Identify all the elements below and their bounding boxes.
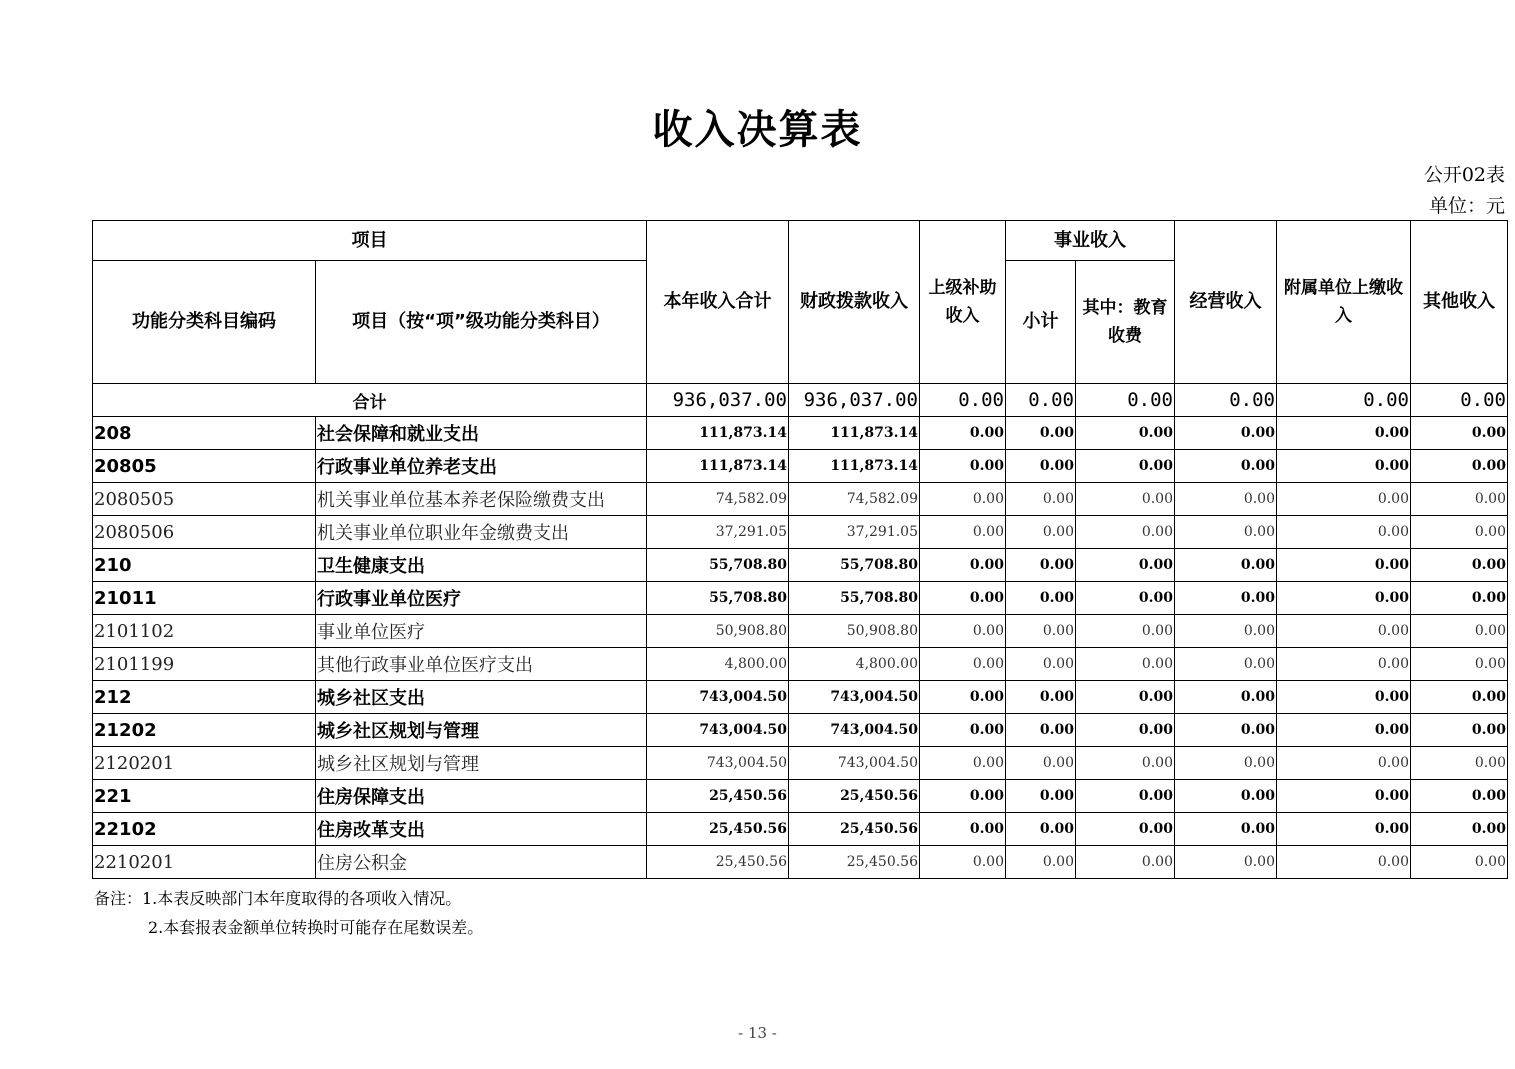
row-value: 0.00 [1411, 846, 1508, 879]
row-value: 0.00 [1277, 714, 1411, 747]
row-value: 0.00 [1006, 714, 1076, 747]
row-value: 0.00 [1411, 615, 1508, 648]
row-value: 25,450.56 [789, 846, 920, 879]
row-value: 25,450.56 [647, 780, 789, 813]
row-value: 25,450.56 [789, 780, 920, 813]
row-value: 0.00 [1277, 450, 1411, 483]
header-fiscal: 财政拨款收入 [789, 221, 920, 384]
header-superior-subsidy: 上级补助收入 [920, 221, 1006, 384]
row-value: 0.00 [1006, 648, 1076, 681]
row-value: 0.00 [920, 450, 1006, 483]
row-value: 0.00 [1076, 582, 1175, 615]
row-value: 743,004.50 [647, 714, 789, 747]
row-code: 21011 [93, 582, 316, 615]
table-row [93, 483, 1508, 516]
row-value: 0.00 [920, 780, 1006, 813]
page-title: 收入决算表 [652, 107, 863, 153]
row-value: 0.00 [1006, 582, 1076, 615]
total-value: 936,037.00 [647, 384, 789, 417]
row-value: 0.00 [1277, 780, 1411, 813]
row-value: 37,291.05 [789, 516, 920, 549]
notes [94, 884, 483, 942]
row-value: 0.00 [1175, 813, 1277, 846]
row-value: 55,708.80 [647, 582, 789, 615]
row-value: 0.00 [1006, 615, 1076, 648]
total-value: 0.00 [920, 384, 1006, 417]
row-value: 0.00 [1175, 714, 1277, 747]
row-value: 0.00 [920, 648, 1006, 681]
row-value: 0.00 [1006, 780, 1076, 813]
row-code: 2210201 [93, 846, 316, 879]
row-value: 743,004.50 [789, 681, 920, 714]
row-value: 0.00 [1006, 747, 1076, 780]
table-row [93, 747, 1508, 780]
row-value: 0.00 [1076, 846, 1175, 879]
row-code: 2120201 [93, 747, 316, 780]
row-value: 111,873.14 [789, 450, 920, 483]
total-value: 0.00 [1277, 384, 1411, 417]
total-value: 0.00 [1175, 384, 1277, 417]
row-value: 55,708.80 [789, 582, 920, 615]
header-affiliated: 附属单位上缴收入 [1277, 221, 1411, 384]
row-value: 0.00 [1175, 648, 1277, 681]
row-value: 0.00 [1175, 516, 1277, 549]
table-row [93, 450, 1508, 483]
row-value: 0.00 [1411, 417, 1508, 450]
row-name: 卫生健康支出 [316, 549, 647, 582]
row-value: 0.00 [1076, 450, 1175, 483]
row-value: 0.00 [1277, 747, 1411, 780]
row-name: 机关事业单位职业年金缴费支出 [316, 516, 647, 549]
header-business-income: 事业收入 [1006, 221, 1175, 261]
row-value: 0.00 [920, 714, 1006, 747]
row-value: 74,582.09 [789, 483, 920, 516]
header-subtotal: 小计 [1006, 261, 1076, 384]
row-value: 0.00 [1277, 582, 1411, 615]
row-value: 0.00 [1411, 450, 1508, 483]
row-code: 208 [93, 417, 316, 450]
row-value: 25,450.56 [647, 813, 789, 846]
row-value: 0.00 [920, 483, 1006, 516]
row-value: 111,873.14 [647, 450, 789, 483]
header-code: 功能分类科目编码 [93, 261, 316, 384]
row-code: 210 [93, 549, 316, 582]
row-value: 0.00 [920, 417, 1006, 450]
row-name: 社会保障和就业支出 [316, 417, 647, 450]
row-code: 22102 [93, 813, 316, 846]
total-value: 0.00 [1076, 384, 1175, 417]
row-value: 0.00 [1277, 648, 1411, 681]
row-code: 2101102 [93, 615, 316, 648]
row-value: 25,450.56 [789, 813, 920, 846]
row-code: 2101199 [93, 648, 316, 681]
row-value: 0.00 [1175, 549, 1277, 582]
row-value: 0.00 [1076, 813, 1175, 846]
row-code: 212 [93, 681, 316, 714]
row-value: 50,908.80 [647, 615, 789, 648]
row-value: 0.00 [1411, 549, 1508, 582]
row-value: 0.00 [920, 615, 1006, 648]
row-value: 0.00 [1076, 714, 1175, 747]
row-value: 0.00 [920, 582, 1006, 615]
row-value: 0.00 [1006, 813, 1076, 846]
row-value: 0.00 [1006, 681, 1076, 714]
total-value: 0.00 [1006, 384, 1076, 417]
row-value: 0.00 [1277, 549, 1411, 582]
table-row [93, 648, 1508, 681]
table-row [93, 549, 1508, 582]
row-value: 0.00 [1411, 582, 1508, 615]
row-name: 城乡社区规划与管理 [316, 714, 647, 747]
row-value: 0.00 [1411, 516, 1508, 549]
table-row [93, 681, 1508, 714]
note-line-2: 2.本套报表金额单位转换时可能存在尾数误差。 [148, 918, 484, 937]
row-value: 0.00 [920, 846, 1006, 879]
row-value: 0.00 [1277, 417, 1411, 450]
income-table [92, 220, 1508, 879]
row-value: 25,450.56 [647, 846, 789, 879]
row-name: 住房改革支出 [316, 813, 647, 846]
row-value: 0.00 [1076, 615, 1175, 648]
row-value: 0.00 [1076, 681, 1175, 714]
header-project: 项目 [93, 221, 647, 261]
total-value: 936,037.00 [789, 384, 920, 417]
row-value: 743,004.50 [789, 747, 920, 780]
row-value: 0.00 [1006, 549, 1076, 582]
row-value: 0.00 [920, 549, 1006, 582]
row-value: 0.00 [1175, 615, 1277, 648]
row-value: 743,004.50 [647, 681, 789, 714]
row-value: 0.00 [920, 747, 1006, 780]
row-value: 0.00 [1277, 615, 1411, 648]
table-row [93, 516, 1508, 549]
row-value: 0.00 [1277, 483, 1411, 516]
row-value: 0.00 [1076, 648, 1175, 681]
row-value: 0.00 [1277, 813, 1411, 846]
row-value: 0.00 [1076, 516, 1175, 549]
row-value: 111,873.14 [647, 417, 789, 450]
row-code: 221 [93, 780, 316, 813]
row-value: 55,708.80 [789, 549, 920, 582]
row-value: 0.00 [1175, 681, 1277, 714]
row-name: 城乡社区规划与管理 [316, 747, 647, 780]
row-value: 0.00 [1175, 483, 1277, 516]
form-number: 公开02表 [1423, 164, 1505, 186]
row-value: 111,873.14 [789, 417, 920, 450]
row-value: 0.00 [1006, 516, 1076, 549]
total-value: 0.00 [1411, 384, 1508, 417]
row-name: 行政事业单位养老支出 [316, 450, 647, 483]
row-value: 4,800.00 [647, 648, 789, 681]
row-value: 0.00 [1175, 780, 1277, 813]
row-value: 0.00 [1411, 813, 1508, 846]
row-value: 0.00 [1277, 846, 1411, 879]
unit-label: 单位：元 [1428, 195, 1505, 217]
row-value: 0.00 [1411, 681, 1508, 714]
row-value: 0.00 [1411, 648, 1508, 681]
row-code: 21202 [93, 714, 316, 747]
row-name: 住房公积金 [316, 846, 647, 879]
row-value: 0.00 [920, 681, 1006, 714]
row-name: 城乡社区支出 [316, 681, 647, 714]
row-value: 0.00 [1411, 714, 1508, 747]
row-code: 2080505 [93, 483, 316, 516]
row-value: 0.00 [1175, 846, 1277, 879]
row-value: 0.00 [1076, 483, 1175, 516]
table-row [93, 846, 1508, 879]
row-value: 0.00 [1411, 483, 1508, 516]
header-operating: 经营收入 [1175, 221, 1277, 384]
row-value: 0.00 [1411, 780, 1508, 813]
row-name: 事业单位医疗 [316, 615, 647, 648]
table-row [93, 417, 1508, 450]
row-value: 74,582.09 [647, 483, 789, 516]
row-name: 住房保障支出 [316, 780, 647, 813]
table-row [93, 714, 1508, 747]
page-number: - 13 - [738, 1024, 777, 1042]
row-value: 55,708.80 [647, 549, 789, 582]
table-row [93, 780, 1508, 813]
row-value: 0.00 [1175, 747, 1277, 780]
row-value: 0.00 [1006, 483, 1076, 516]
row-name: 机关事业单位基本养老保险缴费支出 [316, 483, 647, 516]
row-name: 行政事业单位医疗 [316, 582, 647, 615]
row-value: 0.00 [1277, 681, 1411, 714]
row-value: 743,004.50 [647, 747, 789, 780]
total-label: 合计 [93, 384, 647, 417]
note-line-1: 备注：1.本表反映部门本年度取得的各项收入情况。 [94, 889, 462, 908]
row-value: 0.00 [1006, 417, 1076, 450]
header-total-income: 本年收入合计 [647, 221, 789, 384]
row-name: 其他行政事业单位医疗支出 [316, 648, 647, 681]
row-value: 0.00 [1175, 450, 1277, 483]
row-value: 0.00 [920, 813, 1006, 846]
row-value: 37,291.05 [647, 516, 789, 549]
row-value: 50,908.80 [789, 615, 920, 648]
row-value: 0.00 [1076, 417, 1175, 450]
row-value: 0.00 [1175, 582, 1277, 615]
header-education-fee: 其中：教育收费 [1076, 261, 1175, 384]
row-code: 20805 [93, 450, 316, 483]
row-code: 2080506 [93, 516, 316, 549]
row-value: 0.00 [1277, 516, 1411, 549]
header-name: 项目（按“项”级功能分类科目） [316, 261, 647, 384]
row-value: 0.00 [1175, 417, 1277, 450]
total-row [93, 384, 1508, 417]
row-value: 0.00 [1411, 747, 1508, 780]
table-row [93, 813, 1508, 846]
row-value: 0.00 [920, 516, 1006, 549]
row-value: 0.00 [1006, 450, 1076, 483]
row-value: 743,004.50 [789, 714, 920, 747]
row-value: 0.00 [1076, 747, 1175, 780]
row-value: 0.00 [1076, 780, 1175, 813]
table-row [93, 582, 1508, 615]
row-value: 0.00 [1076, 549, 1175, 582]
row-value: 4,800.00 [789, 648, 920, 681]
row-value: 0.00 [1006, 846, 1076, 879]
header-other: 其他收入 [1411, 221, 1508, 384]
table-row [93, 615, 1508, 648]
